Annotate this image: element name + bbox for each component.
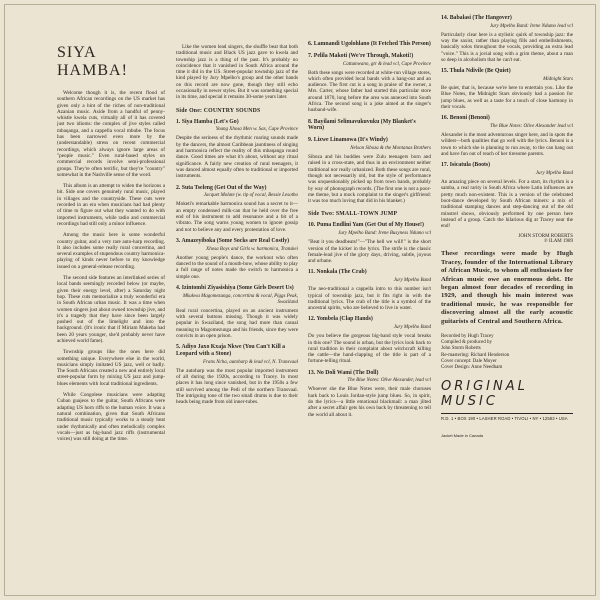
track-title: 15. Thula Ndivile (Be Quiet)	[441, 68, 511, 75]
jacket-origin: Jacket Made in Canada	[441, 433, 484, 439]
column-2	[176, 44, 298, 592]
track-notes: The autoharp was the most popular imported instrument of all during the 1920s, according to Tracey. In most places it has long since vanished, but in the 1950s a few still survived among the Pedi of the northern Transvaal. The intriguing tone of the two small drums is due to their heads being made from old inner-tubes.	[176, 367, 298, 406]
track-credit: Midnight Stars	[543, 77, 573, 83]
paragraph: Among the music here is some wonderful country guitar, and a very rare auto-harp recording. It also includes some really rural concertina, and several examples of stupendous country harmonica-playing of kinds never before to my knowledge issued on a general-release recording.	[57, 232, 165, 270]
track-credit: Xhosa Boys and Girls w. harmonica, Transkei	[206, 246, 298, 252]
paragraph: This album is an attempt to widen the horizons a bit. Side one covers genuinely rural music, played in villages and the countryside. These cuts were recorded in an era when musicians had had plenty of time to figure out what they wanted to do with imported instruments, while radio and commercial recordings had still only a minor influence.	[57, 183, 165, 227]
track-credit: Mkukwa Magomezunga, concertina & vocal, Piggs Peak, Swaziland	[182, 293, 298, 305]
credit-line: Compiled & produced by	[441, 340, 492, 346]
track-notes: Real rural concertina, played on an ancient instrument with several buttons missing. Though it was widely popular in Swaziland, the song had more than casual meaning to Magomezunga and his friends, since they were convicts in an open prison.	[176, 307, 298, 339]
track-title: 12. Yombela (Clap Hands)	[308, 316, 373, 323]
credit-line: Cover concept: Dale Moyer	[441, 358, 497, 364]
track-title: 13. No Doli Wami (The Doll)	[308, 369, 379, 376]
page-title: SIYA HAMBA!	[57, 44, 128, 79]
track-notes: The neo-traditional a cappella intro to this number isn't typical of township jazz, but it fits right in with the traditional lyrics. The crab of the title is a symbol of the ancestral spirits, who are believed to live in water.	[308, 286, 431, 312]
copyright-line: ℗ ILAM 1989	[543, 239, 573, 245]
track-title: 8. Bayilami Selimavukuvuku (My Blanket's Worn)	[308, 118, 416, 132]
track-title: 16. Benoni (Benoni)	[441, 115, 490, 122]
track-title: 3. Amazeyiboka (Some Socks are Real Costly)	[176, 237, 290, 244]
track-credit: Young Xhosa Men w. Sax, Cape Province	[215, 127, 298, 133]
track-notes: Be quiet, that is, because we're here to entertain you. Like the Blue Notes, the Midnight Stars obviously had a passion for jump blues, as well as a taste for a touch of close harmony in their vocals.	[441, 85, 573, 110]
column-1	[57, 44, 165, 592]
side-two-heading: Side Two: SMALL-TOWN JUMP	[308, 211, 398, 218]
production-credits	[441, 334, 573, 371]
recording-note: These recordings were made by Hugh Tracey, founder of the International Library of African Music, to whom all enthusiasts for African music owe an enormous debt. He began almost four decades of recording in 1929, and though his main interest was traditional music, he was responsible for discovering almost all the early acoustic guitarists of Central and Southern Africa.	[441, 250, 573, 325]
track-credit: Frans Ncha, autoharp & lead vcl, N. Transvaal	[203, 359, 298, 365]
credit-line: John Storm Roberts	[441, 346, 481, 352]
track-notes: An amazing piece on several levels. For a start, its rhythm is a samba, a real rarity in South Africa where Latin influences are pretty much non-existent. This is a version of the celebrated boot-dance developed by South African miners: a mix of traditional stamping dances and step-dancing out of the old minstrel shows, obviously performed by one person here instead of a group. Catch the hilarious dig at Tracey near the end!	[441, 179, 573, 230]
column-3	[308, 36, 431, 592]
paragraph: Township groups like the ones here did something unique. Everywhere else in the world, musicians simply imitated US jazz, well or badly. The South Africans created a new and entirely local street-popular form by mixing US jazz and jump-blues elements with local traditional ingredients.	[57, 349, 165, 387]
track-credit: Jury Mpelho Band: Irene Ndumo lead vcl	[489, 23, 573, 29]
paragraph: Welcome though it is, the recent flood of southern African recordings on the US market has given only a hint of the riches of non-traditional Azanian music. Aside from a handful of penny-whistle kwela cuts, virtually all of it has covered just two idioms: the complex of jive styles called mbaqanga, and a cappella vocal mbube. The focus has been narrowed even more by the (understandable) stress on recent commercial recordings, which always ignore large areas of "people music." Even rural-based styles on commercial records involve semi-professional groups. They're often terrific, but they're "country" somewhat in the Nashville sense of the word.	[57, 90, 165, 178]
track-notes: Despite the seriness of the rhythmic roaring sounds made by the dancers, the almost Caribbean jauntiness of singing and harmonica reflect the reality of this mbaqanga round dance. Good times are what it's about, without any ritual significance. A fairly new creation of rural teenagers, it was danced almost equally often to traditional or imported instruments.	[176, 135, 298, 180]
track-credit: Jury Mpelho Band	[393, 325, 431, 331]
track-notes: Both these songs were recorded at white-run village stores, which often provided local bands with a hang-out and an audience. The first cut is a song in praise of the owner, a Mrs. Carter, whose father had started this particular store around 1870, long before the area was annexed into South Africa. The second song is a joke aimed at the singer's husband-wife.	[308, 69, 431, 114]
track-credit: Nelson Siboza & the Montanas Brothers	[350, 146, 431, 152]
track-notes: Whoever she the Blue Notes were, their male choruses hark back to Louis Jordan-style jump blues. So, in spirit, do the lyrics—a little emotional blackmail: a man jilted after a secret affair gets his own back by threatening to tell the world all about it.	[308, 386, 431, 418]
track-notes: Particularly clear here is a stylistic quirk of township jazz: the way the saxist, rather than playing fills and embellishments, basically solos throughout the vocals, providing an extra lead "voice." This is a jovial song with a grim theme, about a man so deep in alcoholism that he can't eat.	[441, 31, 573, 63]
track-notes: Do you believe the gorgeous big-band style vocal breaks in this one? The sound is urban, but the lyrics look back to rural tradition in their complaint about witchcraft killing the cattle—the hand-clapping of the title is part of a fortune-telling ritual.	[308, 333, 431, 365]
track-notes: Alexander is the most adventurous singer here, and in spots the wildest—both qualities that go well with the lyrics. Benoni is a town to which she is planning to run away, to the can hang out and have fun out of reach of her tiresome parents.	[441, 132, 573, 157]
track-notes: Another young people's dance, the workout who often danced to the sound of a mouth-bow, whose ability to play a full range of notes made the switch to harmonica a simple one.	[176, 254, 298, 280]
track-title: 1. Siya Hamba (Let's Go)	[176, 118, 239, 125]
track-title: 14. Babalasi (The Hangover)	[441, 15, 512, 21]
paragraph: Like the women lead singers, the shuffle beat that both traditional music and Black US jazz gave to kwela and township jazz is a thing of the past. It's probably no coincidence that it vanished in South Africa around the time it did in the US. Street-popular township jazz of the kind played by Jury Mpelho's group and the other bands on this record are now gone, though they still echo occasionally in newer styles. But it was something special in its time, and special it remains 30-some years later.	[176, 44, 298, 101]
track-notes: Siboza and his buddies were Zulu teenagers born and raised in a cross-state, and thus in an environment neither traditional nor really urbanized. Both these songs are rural, though not necessarily old, but the style of performance was unquestionably picked up from town bands, probably by way of phonograph records. (The first one is not a poor-me theme, but a mock complaint to the singer's girlfriend: it was too much loving that did in his blanket.)	[308, 154, 431, 205]
track-credit: The Blue Notes: Olive Alexander lead vcl	[490, 124, 573, 130]
track-title: 5. Adiyo Jaxo Kxaja Nkwe (You Can't Kill a Leopard with a Stone)	[176, 344, 286, 357]
column-4	[441, 10, 573, 588]
track-credit: Jury Mpelho Band: Irene Busyness Ndumo vcl	[338, 231, 431, 237]
label-address: R.D. 1 • BOX 190 • LASHER ROAD • TIVOLI • NY • 12583 • USA	[441, 413, 573, 421]
track-title: 10. Puma Endlini Yam (Get Out of My House!)	[308, 222, 424, 229]
track-title: 17. Isicatula (Boots)	[441, 162, 491, 169]
paragraph: While Congolese musicians were adapting Cuban guajeos to the guitar, South Africans were adapting US horn riffs to the human voice. It was a natural combination, given that South Africans traditional music typically works to a steady beat under rhythmically and often melodically complex vocals—just as big-band jazz riffs (instrumental voices) was still doing at the time.	[57, 392, 165, 443]
label-logo: ORIGINAL MUSIC	[441, 379, 528, 410]
track-credit: The Blue Notes: Olive Alexander, lead vcl	[347, 378, 431, 384]
credit-line: Cover Design: Anne Needham	[441, 365, 503, 371]
track-notes: Moketi's remarkable harmonica sound has a secret to it—an empty condensed milk-can that he held over the free end of his instrument to add resonance and a bit of a vibrato. The song warns young women to ignore gossip and not to believe any and every protestation of love.	[176, 201, 298, 233]
track-title: 7. Pelila Makoti (We're Through, Makoti!)	[308, 52, 414, 59]
credit-line: Re-mastering: Richard Henderson	[441, 352, 510, 358]
track-credit: Cattumwano, gtr & lead vcl, Cape Province	[342, 61, 431, 67]
track-credit: Jacquet Molate (w. tip of vocal, Bessie Lesotho	[203, 193, 298, 199]
track-notes: "Beat it you deadbeats!"—"The hell we will!" is the short version of the kicker in the lyrics. The strife is the classic female-lead jive of the glory days, driving, subtle, joyous and urbane.	[308, 239, 431, 265]
track-title: 11. Nonkala (The Crab)	[308, 269, 367, 276]
track-title: 4. Izintombi Ziyasishiya (Some Girls Desert Us)	[176, 284, 294, 291]
track-title: 2. Suta Tseleng (Get Out of the Way)	[176, 184, 267, 191]
track-credit: Jury Mpelho Band	[393, 278, 431, 284]
track-credit: Jury Mpelho Band	[535, 171, 573, 177]
credit-line: Recorded by Hugh Tracey	[441, 334, 494, 340]
track-title: 9. Lizwe Linamowa (It's Windy)	[308, 137, 388, 144]
side-one-heading: Side One: COUNTRY SOUNDS	[176, 107, 261, 114]
paragraph: The second side features an interlinked series of local bands seemingly recorded below (or maybe, given their energy level, after) a Saturday night hop. These cuts memorialize a truly wonderful era in South African urban music. It was a time when women singers just about owned township jive, and it's a tragedy that they have since been largely pushed out of the limelight and into the background. (It's ironic that if Miriam Makeba had been 20 years younger, she'd probably never have achieved world fame).	[57, 275, 165, 344]
author-signature: JOHN STORM ROBERTS	[518, 234, 573, 240]
track-title: 6. Lamnandi Ugolohlano (It Fetched This Person)	[308, 41, 431, 47]
